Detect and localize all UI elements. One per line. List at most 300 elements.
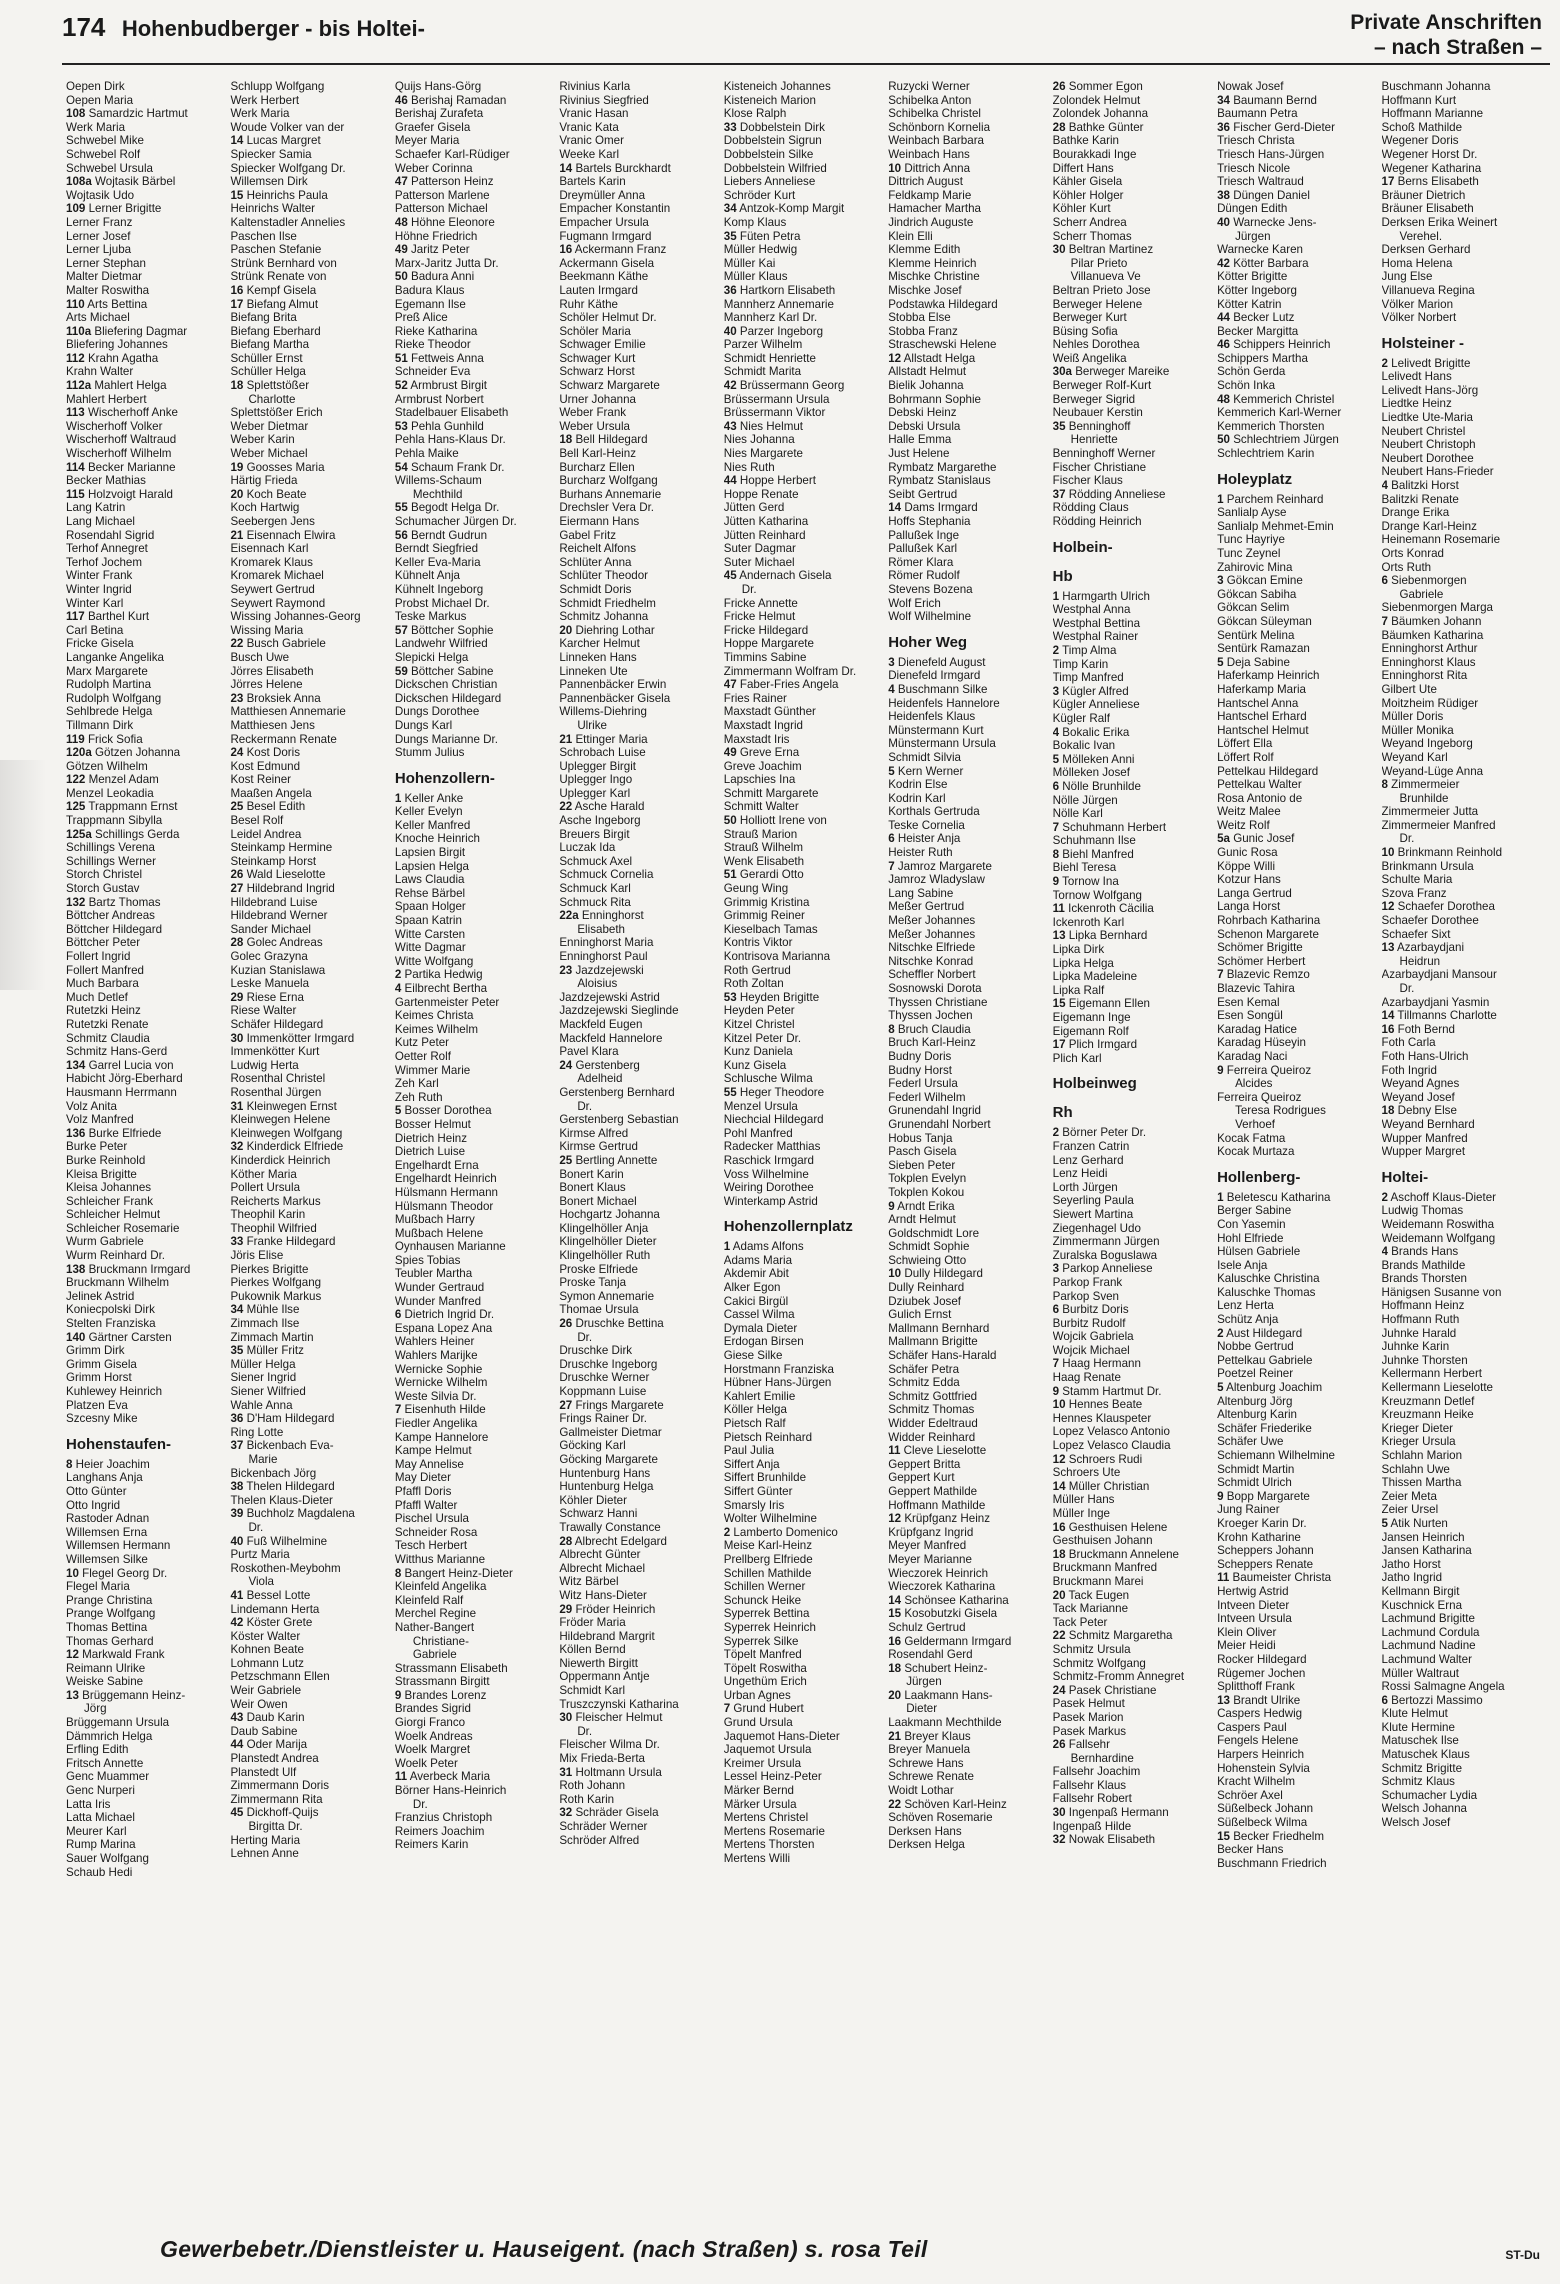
resident-entry: 45 Dickhoff-Quijs [230, 1806, 319, 1820]
resident-entry: Töpelt Roswitha [723, 1661, 807, 1675]
resident-entry: Krahn Walter [66, 365, 134, 379]
paper-shadow [0, 760, 46, 990]
resident-entry: Hoffmann Marianne [1381, 107, 1484, 121]
resident-entry: Göcking Margarete [559, 1452, 658, 1466]
resident-entry: Szcesny Mike [66, 1412, 138, 1426]
resident-entry: Rieke Katharina [394, 324, 478, 338]
house-number: 6 [394, 1308, 402, 1322]
house-number: 40 [230, 1534, 244, 1548]
resident-entry: Schaub Hedi [66, 1865, 133, 1879]
resident-entry: Flegel Maria [66, 1580, 130, 1594]
resident-entry: 44 Hoppe Herbert [723, 474, 816, 488]
resident-entry: 12 Schroers Rudi [1052, 1452, 1143, 1466]
resident-entry: Raschick Irmgard [723, 1153, 814, 1167]
house-number: 16 [888, 1634, 902, 1648]
resident-entry: 4 Brands Hans [1381, 1245, 1459, 1259]
resident-entry: Jörres Helene [230, 678, 303, 692]
resident-entry: Bäumken Katharina [1381, 628, 1484, 642]
resident-entry: Ungethüm Erich [723, 1675, 807, 1689]
resident-entry: Lopez Velasco Claudia [1052, 1439, 1171, 1453]
resident-entry: Wojcik Gabriela [1052, 1330, 1134, 1344]
resident-entry: Much Barbara [66, 977, 139, 991]
resident-entry: Caspers Paul [1217, 1720, 1287, 1734]
resident-entry: Schmuck Axel [559, 854, 633, 868]
resident-entry: 16 Kempf Gisela [230, 283, 317, 297]
resident-entry: Grund Ursula [723, 1716, 793, 1730]
house-number: 21 [888, 1729, 902, 1743]
house-number: 11 [1052, 902, 1065, 916]
resident-entry: Roth Zoltan [723, 977, 784, 991]
resident-entry: Trappmann Sibylla [66, 814, 163, 828]
resident-entry: Klein Elli [888, 229, 933, 243]
resident-entry: Keller Evelyn [394, 805, 463, 819]
resident-entry: Baumann Petra [1217, 107, 1298, 121]
resident-entry: Schüller Ernst [230, 351, 303, 365]
resident-entry: Pietsch Ralf [723, 1417, 786, 1430]
resident-entry: Sanlialp Ayse [1217, 506, 1287, 520]
resident-entry: Bokalic Ivan [1052, 739, 1116, 753]
resident-entry: Köhler Dieter [559, 1493, 627, 1507]
resident-entry: Jelinek Astrid [66, 1289, 135, 1303]
resident-entry: Kinderdick Heinrich [230, 1153, 331, 1167]
resident-entry: Zimmermeier Manfred [1381, 818, 1496, 832]
resident-entry: 7 Grund Hubert [723, 1702, 804, 1716]
street-heading: Hb [1052, 567, 1073, 585]
resident-entry: Weyand Agnes [1381, 1077, 1460, 1091]
house-number: 12 [1052, 1452, 1066, 1466]
resident-entry: 24 Kost Doris [230, 746, 301, 760]
house-number: 37 [230, 1439, 244, 1453]
resident-entry: Druschke Dirk [559, 1344, 633, 1358]
resident-entry: Splettstößer Erich [230, 406, 323, 420]
resident-entry: Niechcial Hildegard [723, 1113, 824, 1127]
house-number: 30 [1052, 1806, 1066, 1820]
street-heading: Holbeinweg [1052, 1075, 1137, 1093]
resident-entry: Hülsen Gabriele [1217, 1245, 1301, 1259]
resident-entry: 40 Fuß Wilhelmine [230, 1534, 328, 1548]
resident-entry: Buschmann Friedrich [1217, 1856, 1327, 1870]
resident-entry: Wegener Horst Dr. [1381, 147, 1478, 161]
resident-entry: Schäfer Hans-Harald [888, 1349, 997, 1363]
resident-entry: Zolondek Johanna [1052, 107, 1149, 121]
resident-entry: Wissing Maria [230, 623, 304, 637]
house-number: 8 [394, 1566, 402, 1580]
resident-entry: Planstedt Andrea [230, 1752, 319, 1766]
entry-continuation: Dr. [741, 582, 757, 596]
resident-entry: Wenk Elisabeth [723, 854, 805, 868]
section-title-line1: Private Anschriften [1350, 11, 1542, 34]
resident-entry: Ferreira Queiroz [1217, 1090, 1302, 1104]
resident-entry: Weeke Karl [559, 147, 620, 161]
resident-entry: Ludwig Thomas [1381, 1204, 1464, 1218]
resident-entry: Smarsly Iris [723, 1498, 785, 1512]
house-number: 22 [888, 1797, 902, 1811]
resident-entry: Kellermann Lieselotte [1381, 1381, 1493, 1395]
entry-continuation: Dr. [412, 1797, 428, 1811]
resident-entry: Meier Heidi [1217, 1639, 1276, 1653]
resident-entry: Caspers Hedwig [1217, 1707, 1303, 1721]
resident-entry: Pettelkau Gabriele [1217, 1353, 1313, 1367]
house-number: 24 [1052, 1683, 1066, 1697]
resident-entry: Schibelka Christel [888, 107, 981, 121]
resident-entry: Kemmerich Thorsten [1217, 419, 1325, 433]
resident-entry: Rossi Salmagne Angela [1381, 1680, 1505, 1694]
resident-entry: Jindrich Auguste [888, 215, 974, 229]
resident-entry: Weiß Angelika [1052, 351, 1127, 365]
resident-entry: Rosendahl Gerd [888, 1648, 973, 1662]
resident-entry: Altenburg Jörg [1217, 1394, 1293, 1408]
resident-entry: Sander Michael [230, 922, 311, 936]
resident-entry: 42 Brüssermann Georg [723, 379, 845, 393]
resident-entry: Witte Dagmar [394, 941, 466, 955]
resident-entry: Goldschmidt Lore [888, 1226, 980, 1240]
resident-entry: Drange Karl-Heinz [1381, 519, 1477, 533]
resident-entry: Thelen Klaus-Dieter [230, 1493, 333, 1507]
house-number: 12 [888, 351, 902, 365]
resident-entry: Lipka Madeleine [1052, 970, 1138, 984]
resident-entry: 37 Bickenbach Eva- [230, 1439, 334, 1453]
resident-entry: 136 Burke Elfriede [66, 1126, 162, 1140]
resident-entry: Hoffmann Heinz [1381, 1299, 1465, 1313]
resident-entry: 6 Nölle Brunhilde [1052, 779, 1141, 793]
resident-entry: Pallußek Karl [888, 542, 958, 556]
resident-entry: Berndt Siegfried [394, 542, 479, 556]
resident-entry: Malter Roswitha [66, 283, 150, 297]
house-number: 29 [230, 990, 244, 1004]
resident-entry: Grunendahl Norbert [888, 1117, 991, 1131]
house-number: 15 [1052, 997, 1066, 1011]
resident-entry: Volz Manfred [66, 1113, 134, 1127]
resident-entry: Seebergen Jens [230, 515, 315, 528]
resident-entry: Liedtke Heinz [1381, 397, 1452, 411]
entry-continuation: Adelheid [577, 1072, 623, 1086]
resident-entry: Weiske Sabine [66, 1675, 144, 1689]
resident-entry: 110a Bliefering Dagmar [66, 324, 188, 338]
resident-entry: Korthals Gertruda [888, 805, 980, 819]
house-number: 18 [1381, 1104, 1395, 1118]
house-number: 17 [1381, 175, 1395, 189]
resident-entry: Ring Lotte [230, 1425, 284, 1439]
resident-entry: Ludwig Herta [230, 1058, 299, 1072]
resident-entry: Azarbaydjani Mansour [1381, 968, 1497, 982]
resident-entry: Schoß Mathilde [1381, 120, 1463, 134]
resident-entry: 22 Schöven Karl-Heinz [888, 1797, 1007, 1811]
resident-entry: Müller Inge [1052, 1507, 1110, 1520]
resident-entry: 27 Hildebrand Ingrid [230, 882, 335, 896]
resident-entry: Lelivedt Hans [1381, 370, 1452, 384]
resident-entry: Paschen Ilse [230, 229, 297, 243]
resident-entry: Kötter Katrin [1217, 297, 1282, 311]
resident-entry: Rutetzki Renate [66, 1017, 149, 1031]
section-title-line2: – nach Straßen – [1373, 36, 1542, 59]
resident-entry: Woelk Peter [394, 1756, 458, 1770]
resident-entry: Dietrich Luise [394, 1145, 466, 1159]
resident-entry: Weiring Dorothee [723, 1181, 814, 1195]
resident-entry: Reimers Karin [394, 1838, 469, 1852]
resident-entry: Warnecke Karen [1217, 243, 1303, 257]
resident-entry: 35 Füten Petra [723, 229, 801, 243]
house-number: 7 [1052, 1357, 1060, 1371]
resident-entry: Zeh Karl [394, 1077, 439, 1091]
resident-entry: Follert Manfred [66, 963, 144, 977]
house-number: 112a [66, 379, 92, 393]
resident-entry: 108a Wojtasik Bärbel [66, 175, 176, 189]
resident-entry: Woelk Andreas [394, 1729, 473, 1743]
resident-entry: 5 Altenburg Joachim [1217, 1381, 1323, 1395]
resident-entry: 5a Gunic Josef [1217, 832, 1295, 846]
resident-entry: Zahirovic Mina [1217, 560, 1293, 574]
house-number: 9 [1052, 1384, 1060, 1398]
resident-entry: Liebers Anneliese [723, 175, 816, 189]
resident-entry: Pukownik Markus [230, 1289, 322, 1303]
house-number: 17 [230, 297, 244, 311]
resident-entry: Terhof Jochem [66, 555, 143, 569]
resident-entry: Enninghorst Arthur [1381, 642, 1478, 656]
resident-entry: 10 Dully Hildegard [888, 1267, 983, 1281]
resident-entry: 53 Heyden Brigitte [723, 990, 820, 1004]
resident-entry: Rödding Heinrich [1052, 515, 1142, 528]
resident-entry: Mischke Christine [888, 270, 980, 284]
resident-entry: Schumacher Lydia [1381, 1788, 1478, 1802]
house-number: 35 [723, 229, 737, 243]
house-number: 120a [66, 746, 92, 760]
resident-entry: Esen Kemal [1217, 995, 1280, 1009]
resident-entry: Zimmermann Jürgen [1052, 1235, 1160, 1249]
resident-entry: Homa Helena [1381, 256, 1453, 270]
resident-entry: Berweger Rolf-Kurt [1052, 379, 1152, 393]
resident-entry: Daub Sabine [230, 1724, 298, 1738]
resident-entry: 9 Stamm Hartmut Dr. [1052, 1384, 1162, 1398]
resident-entry: Köhler Holger [1052, 188, 1124, 202]
resident-entry: Jansen Katharina [1381, 1544, 1472, 1558]
resident-entry: Lohmann Lutz [230, 1656, 304, 1670]
resident-entry: Willemsen Hermann [66, 1539, 171, 1553]
house-number: 112 [66, 351, 85, 365]
house-number: 18 [559, 433, 573, 447]
house-number: 5 [394, 1104, 402, 1118]
resident-entry: Genc Nurperi [66, 1784, 135, 1798]
resident-entry: 48 Höhne Eleonore [394, 215, 495, 229]
house-number: 47 [723, 678, 737, 692]
resident-entry: Märker Bernd [723, 1784, 794, 1798]
resident-entry: Vranic Kata [559, 120, 619, 134]
resident-entry: Gartenmeister Peter [394, 995, 500, 1009]
resident-entry: Reckermann Renate [230, 732, 337, 746]
resident-entry: Göcking Karl [559, 1439, 626, 1453]
resident-entry: 25 Bertling Annette [559, 1153, 658, 1167]
house-number: 42 [230, 1616, 244, 1630]
resident-entry: Prange Wolfgang [66, 1607, 156, 1621]
resident-entry: Dungs Marianne Dr. [394, 732, 498, 746]
resident-entry: Sentürk Ramazan [1217, 642, 1310, 656]
resident-entry: Kocak Murtaza [1217, 1145, 1295, 1159]
resident-entry: Klemme Edith [888, 243, 961, 257]
resident-entry: Hohl Elfriede [1217, 1231, 1284, 1245]
resident-entry: Meßer Johannes [888, 914, 976, 928]
resident-entry: 8 Zimmermeier [1381, 778, 1460, 792]
resident-entry: Geppert Britta [888, 1457, 961, 1471]
resident-entry: Pfaffl Doris [394, 1484, 452, 1498]
house-number: 48 [1217, 392, 1230, 406]
entry-continuation: Teresa Rodrigues [1235, 1104, 1326, 1118]
resident-entry: 38 Thelen Hildegard [230, 1480, 335, 1494]
resident-entry: Büsing Sofia [1052, 324, 1118, 338]
resident-entry: Ackermann Gisela [559, 256, 655, 270]
house-number: 8 [888, 1022, 895, 1036]
entry-continuation: Dr. [577, 1099, 593, 1113]
resident-entry: 50 Holliott Irene von [723, 814, 827, 828]
directory-columns [66, 80, 1546, 2180]
resident-entry: Uplegger Karl [559, 786, 631, 800]
resident-entry: Wojcik Michael [1052, 1343, 1130, 1357]
resident-entry: 28 Golec Andreas [230, 936, 323, 950]
resident-entry: Kleisa Johannes [66, 1181, 152, 1195]
resident-entry: Dungs Karl [394, 718, 453, 732]
resident-entry: Spiecker Wolfgang Dr. [230, 161, 346, 175]
resident-entry: Oynhausen Marianne [394, 1240, 506, 1254]
resident-entry: Lessel Heinz-Peter [723, 1770, 822, 1784]
resident-entry: Weir Gabriele [230, 1684, 302, 1698]
resident-entry: 117 Barthel Kurt [66, 610, 150, 624]
house-number: 27 [230, 882, 244, 896]
resident-entry: Dully Reinhard [888, 1281, 965, 1295]
resident-entry: Urban Agnes [723, 1688, 791, 1702]
resident-entry: Brands Thorsten [1381, 1272, 1467, 1286]
resident-entry: 42 Köster Grete [230, 1616, 313, 1630]
resident-entry: 13 Azarbaydjani [1381, 941, 1465, 955]
resident-entry: Widder Edeltraud [888, 1417, 978, 1430]
house-number: 113 [66, 406, 85, 420]
resident-entry: Besel Rolf [230, 814, 284, 828]
resident-entry: Mannherz Annemarie [723, 297, 834, 311]
resident-entry: Golec Grazyna [230, 950, 308, 963]
house-number: 22 [1052, 1629, 1066, 1643]
resident-entry: Grunendahl Ingrid [888, 1104, 981, 1118]
resident-entry: Klein Oliver [1217, 1625, 1277, 1639]
resident-entry: Dobbelstein Silke [723, 147, 814, 161]
resident-entry: 11 Averbeck Maria [394, 1770, 491, 1784]
resident-entry: Kotzur Hans [1217, 873, 1281, 887]
house-number: 119 [66, 732, 85, 746]
entry-continuation: Dr. [577, 1330, 593, 1344]
entry-continuation: Heidrun [1399, 954, 1441, 968]
resident-entry: 31 Holtmann Ursula [559, 1765, 662, 1779]
resident-entry: Brandes Sigrid [394, 1702, 471, 1716]
resident-entry: 25 Besel Edith [230, 800, 306, 814]
resident-entry: 20 Diehring Lothar [559, 623, 655, 637]
resident-entry: 50 Badura Anni [394, 270, 475, 284]
resident-entry: 5 Atik Nurten [1381, 1516, 1448, 1530]
house-number: 5a [1217, 832, 1230, 846]
resident-entry: Sanlialp Mehmet-Emin [1217, 519, 1334, 533]
resident-entry: 9 Bopp Margarete [1217, 1489, 1310, 1503]
resident-entry: Lang Sabine [888, 886, 954, 900]
resident-entry: Heidenfels Klaus [888, 710, 976, 724]
resident-entry: Azarbaydjani Yasmin [1381, 995, 1490, 1009]
resident-entry: Symon Annemarie [559, 1289, 655, 1303]
house-number: 8 [66, 1457, 73, 1471]
resident-entry: Schmitz Klaus [1381, 1775, 1455, 1789]
house-number: 6 [1381, 1693, 1388, 1707]
resident-entry: Nölle Jürgen [1052, 793, 1118, 807]
street-heading: Holtei- [1381, 1168, 1429, 1186]
resident-entry: 115 Holzvoigt Harald [66, 487, 173, 501]
entry-continuation: Gabriele [412, 1648, 457, 1662]
resident-entry: 22 Schmitz Margaretha [1052, 1629, 1173, 1643]
resident-entry: Schlüter Theodor [559, 569, 649, 583]
resident-entry: 9 Ferreira Queiroz [1217, 1063, 1312, 1077]
resident-entry: Fricke Helmut [723, 610, 796, 624]
resident-entry: Kügler Ralf [1052, 711, 1110, 725]
resident-entry: Otto Ingrid [66, 1498, 121, 1512]
resident-entry: 40 Warnecke Jens- [1217, 215, 1317, 229]
resident-entry: Engelhardt Erna [394, 1158, 479, 1172]
resident-entry: 37 Rödding Anneliese [1052, 487, 1166, 501]
resident-entry: Westphal Bettina [1052, 616, 1141, 630]
resident-entry: 4 Bokalic Erika [1052, 725, 1130, 739]
house-number: 11 [1217, 1571, 1230, 1585]
resident-entry: Parkop Frank [1052, 1275, 1123, 1289]
resident-entry: Uplegger Ingo [559, 773, 633, 787]
house-number: 14 [1381, 1009, 1395, 1023]
house-number: 28 [230, 936, 244, 950]
resident-entry: Schrobach Luise [559, 746, 646, 760]
resident-entry: Federl Wilhelm [888, 1090, 966, 1104]
resident-entry: Schröer Axel [1217, 1788, 1283, 1802]
resident-entry: Wolf Wilhelmine [888, 610, 972, 624]
resident-entry: Schillings Verena [66, 841, 155, 855]
resident-entry: Mischke Josef [888, 283, 962, 297]
resident-entry: Bräuner Elisabeth [1381, 202, 1474, 216]
resident-entry: Lapschies Ina [723, 773, 796, 787]
resident-entry: 32 Kinderdick Elfriede [230, 1140, 344, 1154]
house-number: 10 [66, 1566, 79, 1580]
resident-entry: Kunz Gisela [723, 1058, 787, 1072]
house-number: 24 [559, 1058, 573, 1072]
house-number: 10 [1052, 1398, 1066, 1412]
resident-entry: Armbrust Norbert [394, 392, 484, 406]
resident-entry: Dienefeld Irmgard [888, 669, 981, 683]
resident-entry: Proske Elfriede [559, 1262, 638, 1276]
house-number: 33 [230, 1235, 244, 1249]
house-number: 14 [888, 501, 902, 515]
resident-entry: Mölleken Josef [1052, 766, 1130, 780]
resident-entry: Menzel Ursula [723, 1099, 798, 1113]
resident-entry: Gabel Fritz [559, 528, 617, 542]
resident-entry: Splitthoff Frank [1217, 1680, 1295, 1694]
resident-entry: Akdemir Abit [723, 1267, 789, 1281]
resident-entry: Beekmann Käthe [559, 270, 649, 284]
house-number: 9 [1217, 1063, 1224, 1077]
entry-continuation: Jörg [84, 1702, 107, 1716]
resident-entry: Rudolph Martina [66, 678, 152, 692]
house-number: 27 [559, 1398, 573, 1412]
resident-entry: 11 Cleve Lieselotte [888, 1444, 987, 1458]
resident-entry: Köllen Bernd [559, 1643, 626, 1657]
resident-entry: Buschmann Johanna [1381, 80, 1491, 93]
resident-entry: Kaltenstadler Annelies [230, 215, 346, 229]
resident-entry: Lerner Franz [66, 215, 133, 229]
resident-entry: 21 Ettinger Maria [559, 732, 648, 746]
house-number: 10 [888, 161, 902, 175]
resident-entry: 9 Arndt Erika [888, 1199, 955, 1213]
resident-entry: Balitzki Renate [1381, 492, 1459, 506]
house-number: 38 [230, 1480, 244, 1494]
resident-entry: Huntenburg Hans [559, 1466, 651, 1480]
header-left [62, 12, 425, 43]
resident-entry: 2 Lamberto Domenico [723, 1525, 838, 1539]
resident-entry: Wissing Johannes-Georg [230, 610, 361, 624]
